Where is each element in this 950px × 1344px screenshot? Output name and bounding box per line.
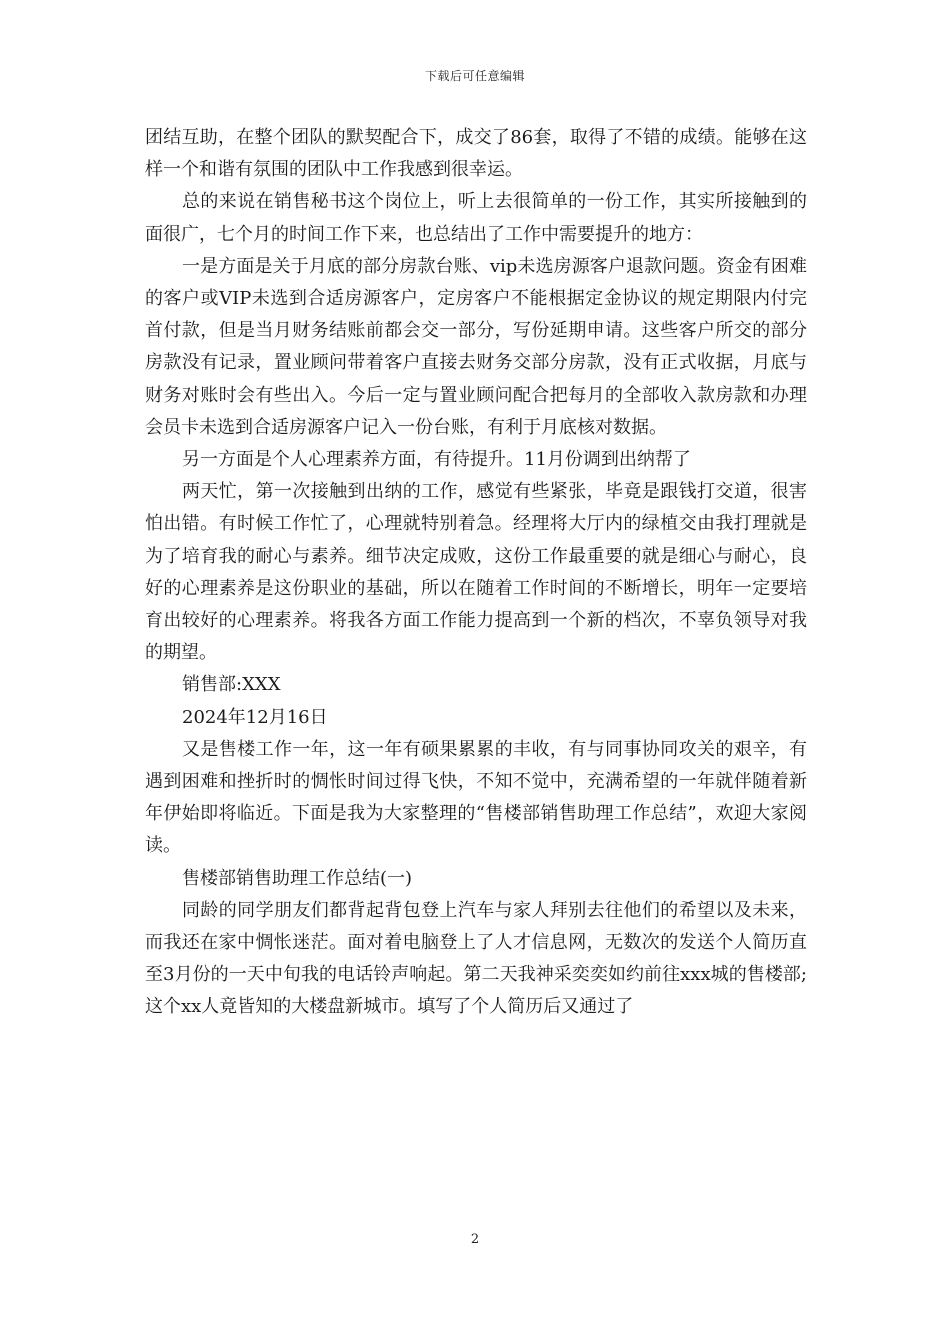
page-number: 2 bbox=[470, 1232, 480, 1247]
paragraph: 同龄的同学朋友们都背起背包登上汽车与家人拜别去往他们的希望以及未来，而我还在家中惆怅迷茫。面对着电脑登上了人才信息网，无数次的发送个人简历直至3月份的一天中旬我的电话铃声响起。第二天我神采奕奕如约前往xxx城的售楼部;这个xx人竟皆知的大楼盘新城市。填写了个人简历后又通过了 bbox=[145, 899, 807, 1018]
document-body bbox=[145, 122, 807, 1024]
paragraph: 两天忙，第一次接触到出纳的工作，感觉有些紧张，毕竟是跟钱打交道，很害怕出错。有时候工作忙了，心理就特别着急。经理将大厅内的绿植交由我打理就是为了培育我的耐心与素养。细节决定成败，这份工作最重要的就是细心与耐心，良好的心理素养是这份职业的基础，所以在随着工作时间的不断增长，明年一定要培育出较好的心理素养。将我各方面工作能力提高到一个新的档次，不辜负领导对我的期望。 bbox=[145, 481, 807, 664]
page-header: 下载后可任意编辑 bbox=[424, 69, 525, 83]
paragraph: 团结互助，在整个团队的默契配合下，成交了86套，取得了不错的成绩。能够在这样一个和谐有氛围的团队中工作我感到很幸运。 bbox=[145, 127, 807, 181]
paragraph: 又是售楼工作一年，这一年有硕果累累的丰收，有与同事协同攻关的艰辛，有遇到困难和挫折时的惆怅时间过得飞快，不知不觉中，充满希望的一年就伴随着新年伊始即将临近。下面是我为大家整理的“售楼部销售助理工作总结”，欢迎大家阅读。 bbox=[145, 738, 807, 857]
paragraph: 另一方面是个人心理素养方面，有待提升。11月份调到出纳帮了 bbox=[182, 449, 691, 471]
signature-department: 销售部:XXX bbox=[182, 674, 281, 696]
signature-date: 2024年12月16日 bbox=[182, 706, 328, 728]
section-title: 售楼部销售助理工作总结(一) bbox=[182, 867, 413, 889]
paragraph: 一是方面是关于月底的部分房款台账、vip未选房源客户退款问题。资金有困难的客户或VIP未选到合适房源客户，定房客户不能根据定金协议的规定期限内付完首付款，但是当月财务结账前都会交一部分，写份延期申请。这些客户所交的部分房款没有记录，置业顾问带着客户直接去财务交部分房款，没有正式收据，月底与财务对账时会有些出入。今后一定与置业顾问配合把每月的全部收入款房款和办理会员卡未选到合适房源客户记入一份台账，有利于月底核对数据。 bbox=[145, 255, 807, 438]
paragraph: 总的来说在销售秘书这个岗位上，听上去很简单的一份工作，其实所接触到的面很广，七个月的时间工作下来，也总结出了工作中需要提升的地方： bbox=[145, 191, 807, 245]
